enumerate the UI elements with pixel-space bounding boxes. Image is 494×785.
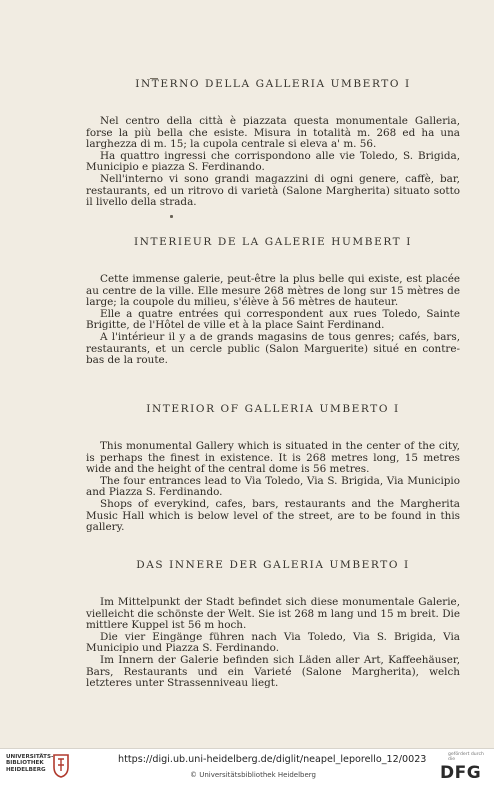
decorative-dot — [170, 215, 173, 218]
section-heading: DAS INNERE DER GALERIA UMBERTO I — [136, 559, 410, 571]
viewer-footer — [0, 748, 494, 785]
paragraph: The four entrances lead to Via Toledo, Via S. Brigida, Via Municipio and Piazza S. Ferdinando. — [86, 474, 460, 499]
paragraph: This monumental Gallery which is situated in the center of the city, is perhaps the finest in existence. It is 268 metres long, 15 metres wide and the height of the central dome is 56 metres. — [86, 440, 460, 476]
heidelberg-logo-icon — [52, 753, 70, 779]
section-english — [86, 403, 460, 534]
library-name: UNIVERSITÄTS- BIBLIOTHEK HEIDELBERG — [6, 754, 54, 773]
paragraph: Cette immense galerie, peut-être la plus belle qui existe, est placée au centre de la ville. Elle mesure 268 mètres de long sur 15 mètres de large; la coupole du milieu, s'élève à 56 mètres de hauteur. — [86, 273, 460, 309]
section-french — [86, 236, 460, 367]
funded-by-label: gefördert durch die — [448, 752, 484, 763]
copyright-notice: © Universitätsbibliothek Heidelberg — [190, 771, 317, 779]
paragraph: Im Innern der Galerie befinden sich Läden aller Art, Kaffeehäuser, Bars, Restaurants und ein Varieté (Salone Margherita), welch letzteres unter Strassenniveau liegt. — [86, 653, 460, 690]
section-italian — [86, 78, 460, 209]
paragraph: Ha quattro ingressi che corrispondono alle vie Toledo, S. Brigida, Municipio e piazza S. Ferdinando. — [86, 149, 460, 174]
paragraph: Nell'interno vi sono grandi magazzini di ogni genere, caffè, bar, restaurants, ed un ritrovo di varietà (Salone Margherita) situato sotto il livello della strada. — [86, 172, 460, 209]
paragraph: Shops of everykind, cafes, bars, restaurants and the Margherita Music Hall which is below level of the street, are to be found in this gallery. — [86, 497, 460, 534]
paragraph: Elle a quatre entrées qui correspondent aux rues Toledo, Sainte Brigitte, de l'Hôtel de ville et à la place Saint Ferdinand. — [86, 307, 460, 332]
section-heading: INTERIEUR DE LA GALERIE HUMBERT I — [134, 236, 412, 248]
dfg-logo: DFG — [440, 763, 482, 783]
paragraph: A l'intérieur il y a de grands magasins de tous genres; cafés, bars, restaurants, et un cercle public (Salon Marguerite) situé en contre-bas de la route. — [86, 330, 460, 367]
permalink-link[interactable]: https://digi.ub.uni-heidelberg.de/diglit/neapel_leporello_12/0023 — [118, 754, 427, 765]
section-heading: INTERIOR OF GALLERIA UMBERTO I — [146, 403, 400, 415]
paragraph: Nel centro della città è piazzata questa monumentale Galleria, forse la più bella che esiste. Misura in totalità m. 268 ed ha una larghezza di m. 15; la cupola centrale si eleva a' m. 56. — [86, 115, 460, 151]
paragraph: Die vier Eingänge führen nach Via Toledo, Via S. Brigida, Via Municipio und Piazza S. Ferdinando. — [86, 630, 460, 655]
paragraph: Im Mittelpunkt der Stadt befindet sich diese monumentale Galerie, vielleicht die schönste der Welt. Sie ist 268 m lang und 15 m breit. Die mittlere Kuppel ist 56 m hoch. — [86, 596, 460, 632]
section-heading: INTERNO DELLA GALLERIA UMBERTO I — [135, 78, 411, 90]
section-german — [86, 559, 460, 690]
